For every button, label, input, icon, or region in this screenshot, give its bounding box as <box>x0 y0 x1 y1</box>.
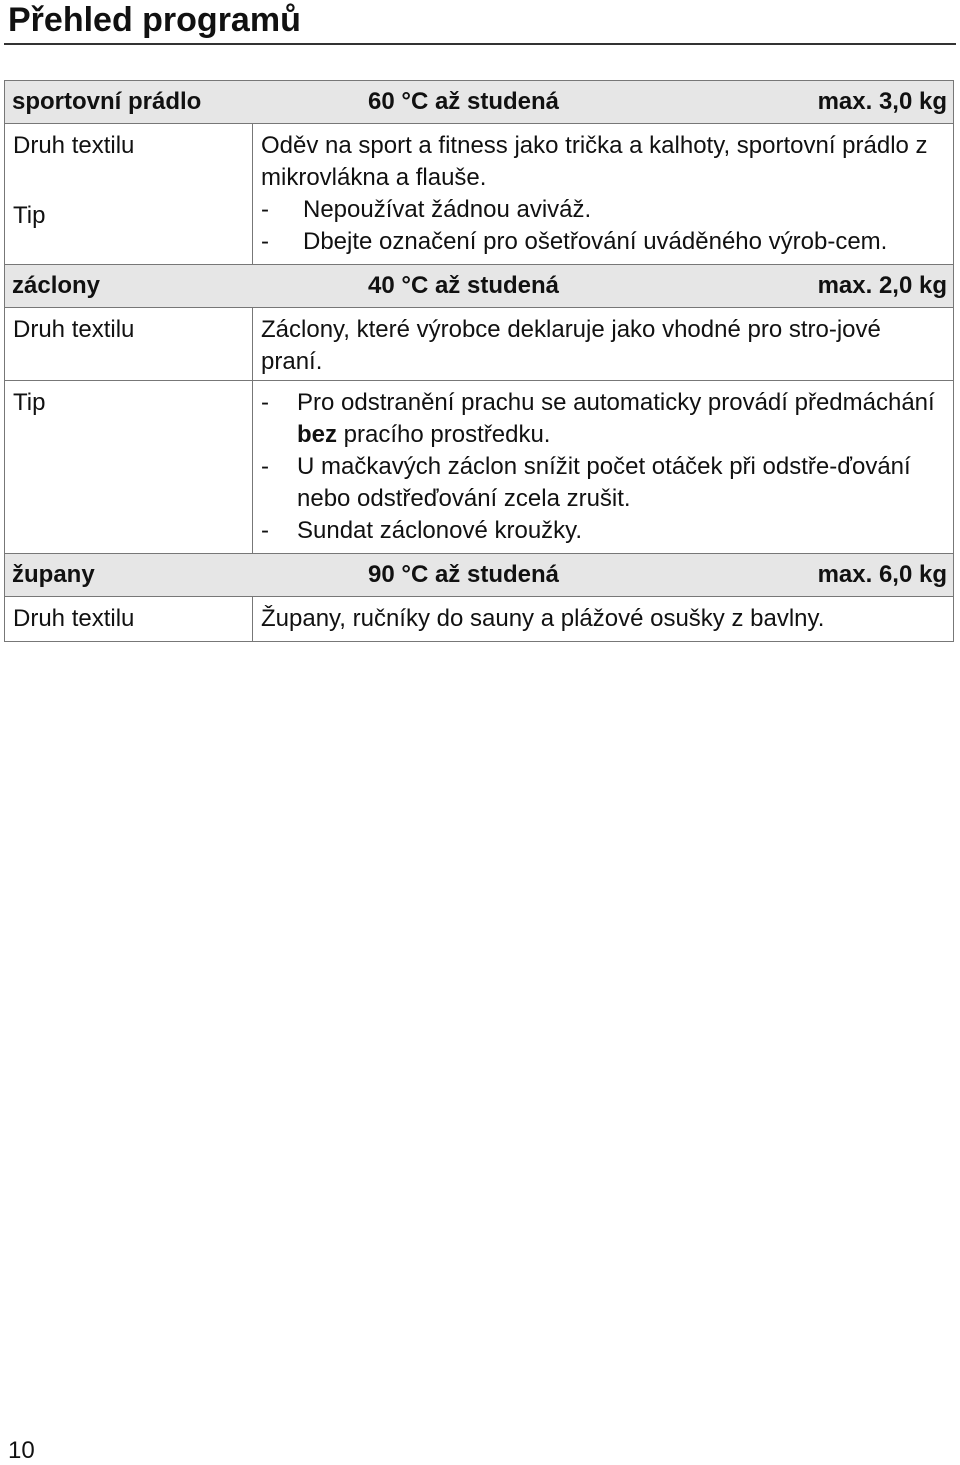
program-name: záclony <box>12 272 101 299</box>
program-overview-table <box>4 80 954 642</box>
content-cell <box>253 597 954 642</box>
tips-list <box>261 194 945 264</box>
tip-item: - Dbejte označení pro ošetřování uváděného výrob-cem. <box>261 226 945 258</box>
label-cell <box>5 381 253 554</box>
label-cell <box>5 597 253 642</box>
program-name: župany <box>12 561 95 588</box>
tips-list <box>261 381 945 553</box>
fabric-type-text: Župany, ručníky do sauny a plážové osušky z bavlny. <box>261 605 825 632</box>
program-header-sportswear <box>5 81 954 124</box>
tip-label: Tip <box>13 202 46 229</box>
page-title: Přehled programů <box>8 1 301 39</box>
program-header-bathrobes <box>5 554 954 597</box>
label-cell <box>5 124 253 265</box>
fabric-type-text: Oděv na sport a fitness jako trička a kalhoty, sportovní prádlo z mikrovlákna a flauše. <box>261 132 928 191</box>
program-max-load: max. 3,0 kg <box>817 88 947 115</box>
program-temperature: 90 °C až studená <box>368 561 559 588</box>
page-number: 10 <box>8 1437 35 1464</box>
tip-emphasis: bez <box>297 421 338 448</box>
title-divider <box>4 43 956 45</box>
program-temperature: 40 °C až studená <box>368 272 559 299</box>
tip-item: - U mačkavých záclon snížit počet otáček při odstře-ďování nebo odstřeďování zcela zrušit. <box>261 451 945 515</box>
program-details-sportswear <box>5 124 954 265</box>
tip-item <box>261 387 945 451</box>
content-cell <box>253 308 954 381</box>
program-fabric-bathrobes <box>5 597 954 642</box>
fabric-type-label: Druh textilu <box>13 605 135 632</box>
tip-item: - Sundat záclonové kroužky. <box>261 515 945 547</box>
program-max-load: max. 6,0 kg <box>817 561 947 588</box>
tip-item: - Nepoužívat žádnou aviváž. <box>261 194 945 226</box>
program-header-curtains <box>5 265 954 308</box>
tip-label: Tip <box>13 389 46 416</box>
program-temperature: 60 °C až studená <box>368 88 559 115</box>
program-fabric-curtains <box>5 308 954 381</box>
fabric-type-label: Druh textilu <box>13 316 135 343</box>
fabric-type-label: Druh textilu <box>13 132 135 159</box>
program-name: sportovní prádlo <box>12 88 202 115</box>
fabric-type-text: Záclony, které výrobce deklaruje jako vhodné pro stro-jové praní. <box>261 316 881 375</box>
content-cell <box>253 124 954 265</box>
program-tips-curtains <box>5 381 954 554</box>
tip-text: Pro odstranění prachu se automaticky provádí předmáchání <box>297 389 935 416</box>
program-max-load: max. 2,0 kg <box>817 272 947 299</box>
label-cell <box>5 308 253 381</box>
content-cell <box>253 381 954 554</box>
tip-text: pracího prostředku. <box>337 421 551 448</box>
